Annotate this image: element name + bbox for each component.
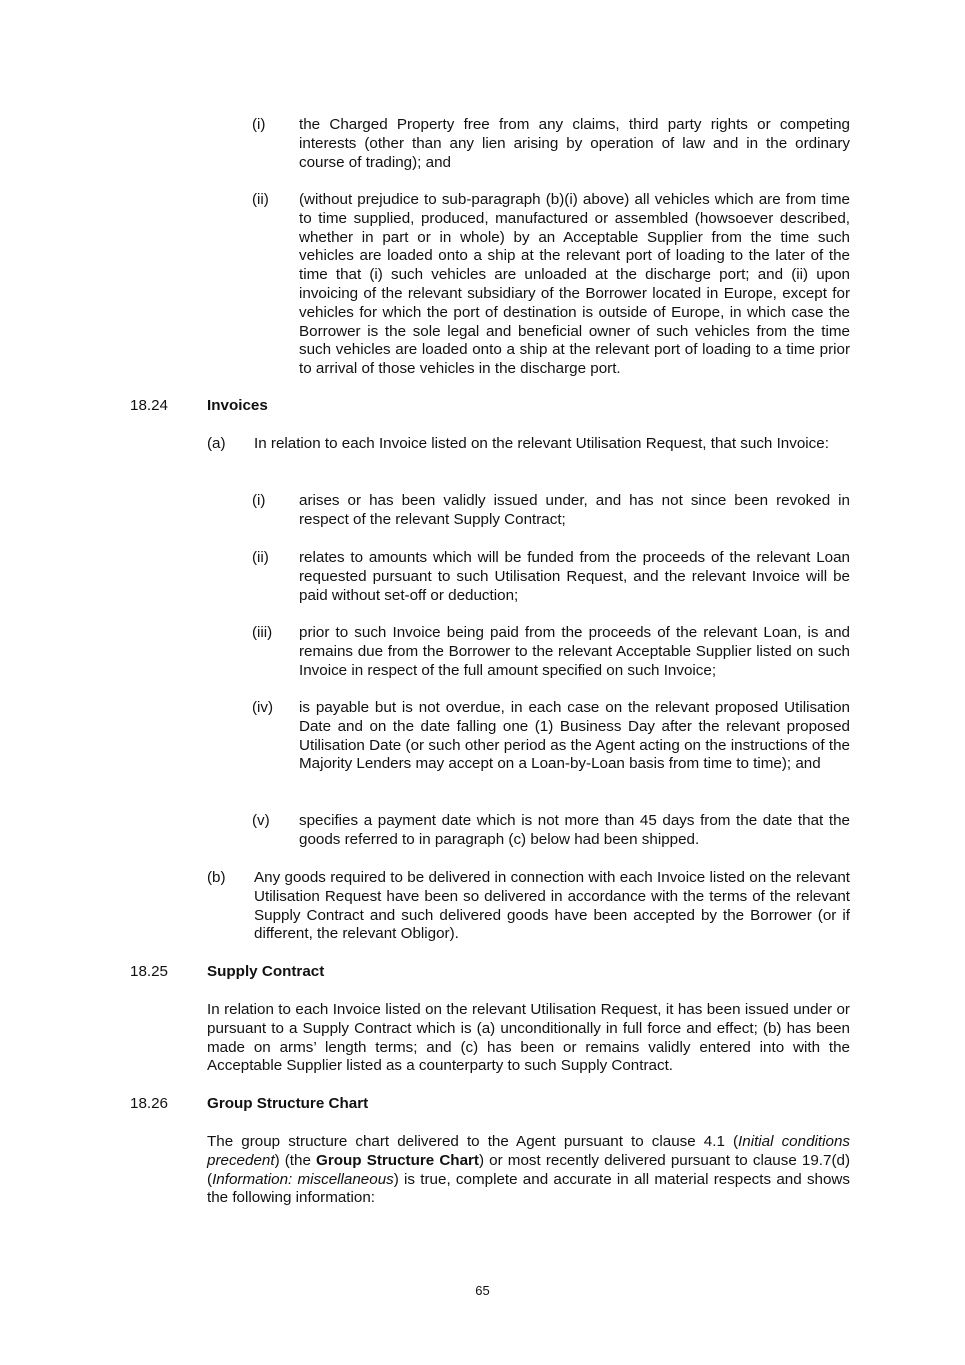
item-number: (ii) <box>252 191 269 208</box>
paragraph-number: (a) <box>207 435 226 452</box>
item-number: (i) <box>252 116 266 133</box>
paragraph-text: In relation to each Invoice listed on the relevant Utilisation Request, that such Invoice: <box>254 435 829 452</box>
paragraph-text: Any goods required to be delivered in connection with each Invoice listed on the relevant Utilisation Request have been so delivered in accordance with the terms of the relevant Supply Contract and such delivered goods have been accepted by the Borrower (or if different, the relevant Obligor). <box>254 869 850 943</box>
item-number: (ii) <box>252 549 269 566</box>
clause-body: The group structure chart delivered to the Agent pursuant to clause 4.1 (Initial conditions precedent) (the Group Structure Chart) or most recently delivered pursuant to clause 19.7(d) (Information: miscellaneous) is true, complete and accurate in all material respects and shows the following information: <box>207 1133 850 1207</box>
item-text: is payable but is not overdue, in each case on the relevant proposed Utilisation Date and on the date falling one (1) Business Day after the relevant proposed Utilisation Date (or such other period as the Agent acting on the instructions of the Majority Lenders may accept on a Loan-by-Loan basis from time to time); and <box>299 699 850 773</box>
page-number: 65 <box>475 1283 490 1298</box>
item-number: (iv) <box>252 699 274 716</box>
defined-term: Group Structure Chart <box>316 1151 479 1169</box>
item-number: (i) <box>252 492 266 509</box>
item-text: (without prejudice to sub-paragraph (b)(i) above) all vehicles which are from time to time supplied, produced, manufactured or assembled (howsoever described, whether in part or in whole) by an Acceptable Supplier from the time such vehicles are loaded onto a ship at the relevant port of loading to the later of the time that (i) such vehicles are unloaded at the discharge port; and (ii) upon invoicing of the relevant subsidiary of the Borrower located in Europe, except for vehicles for which the port of destination is outside of Europe, in which case the Borrower is the sole legal and beneficial owner of such vehicles from the time such vehicles are loaded onto a ship at the relevant port of loading to a time prior to arrival of those vehicles in the discharge port. <box>299 191 850 378</box>
clause-number: 18.24 <box>130 397 169 414</box>
item-number: (v) <box>252 812 270 829</box>
clause-reference: Information: miscellaneous <box>212 1170 394 1188</box>
clause-title: Group Structure Chart <box>207 1095 369 1112</box>
item-number: (iii) <box>252 624 273 641</box>
clause-title: Invoices <box>207 397 268 414</box>
clause-title: Supply Contract <box>207 963 325 980</box>
item-text: specifies a payment date which is not more than 45 days from the date that the goods referred to in paragraph (c) below had been shipped. <box>299 812 850 848</box>
paragraph-number: (b) <box>207 869 226 886</box>
item-text: relates to amounts which will be funded from the proceeds of the relevant Loan requested pursuant to such Utilisation Request, and the relevant Invoice will be paid without set-off or deduction; <box>299 549 850 604</box>
clause-reference: Initial conditions precedent <box>207 1133 850 1169</box>
clause-number: 18.25 <box>130 963 169 980</box>
clause-body: In relation to each Invoice listed on the relevant Utilisation Request, it has been issued under or pursuant to a Supply Contract which is (a) unconditionally in full force and effect; (b) has been made on arms’ length terms; and (c) has been or remains validly entered into with the Acceptable Supplier listed as a counterparty to such Supply Contract. <box>207 1001 850 1075</box>
item-text: the Charged Property free from any claims, third party rights or competing interests (other than any lien arising by operation of law and in the ordinary course of trading); and <box>299 116 850 171</box>
item-text: arises or has been validly issued under, and has not since been revoked in respect of the relevant Supply Contract; <box>299 492 850 528</box>
item-text: prior to such Invoice being paid from the proceeds of the relevant Loan, is and remains due from the Borrower to the relevant Acceptable Supplier listed on such Invoice in respect of the full amount specified on such Invoice; <box>299 624 850 679</box>
clause-number: 18.26 <box>130 1095 169 1112</box>
